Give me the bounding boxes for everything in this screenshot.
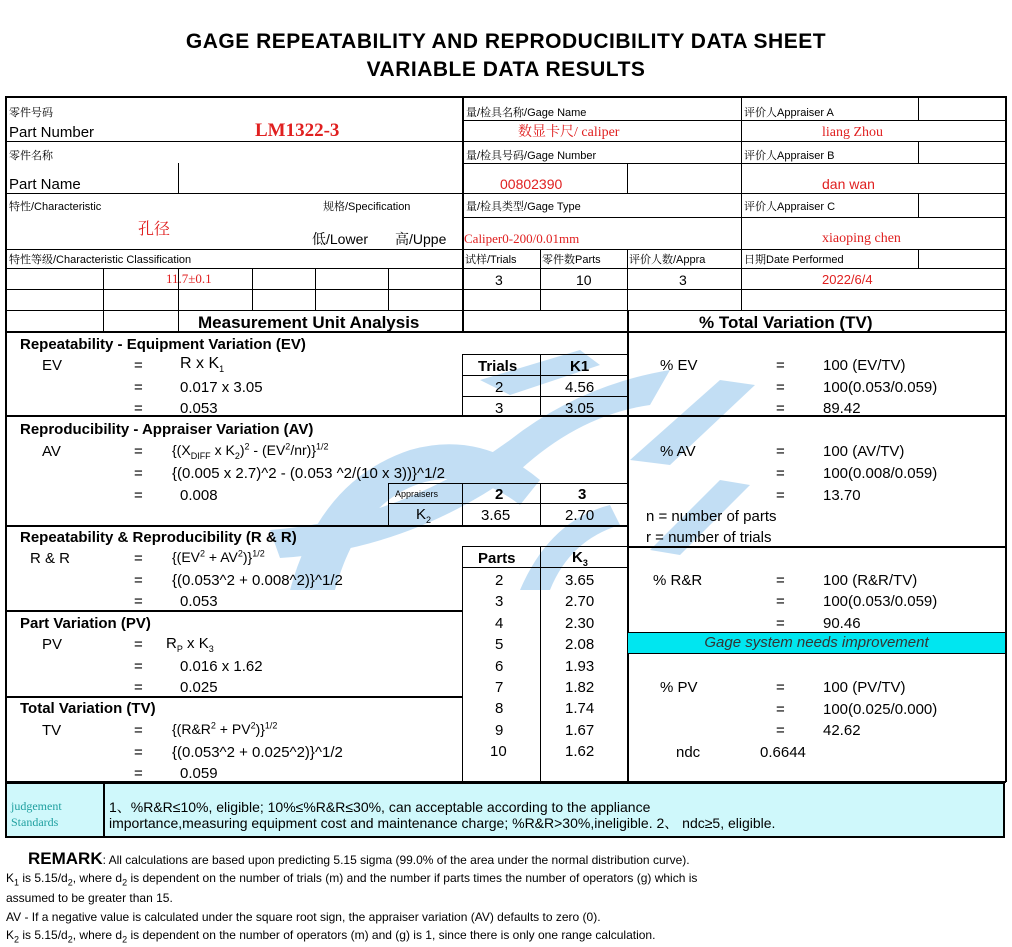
k3-row-k3: 1.74 [565,700,595,718]
gage-name-label: 量/检具名称/Gage Name [466,107,587,119]
r-note: r = number of trials [646,529,772,546]
ndc-value: 0.6644 [760,744,806,761]
k2-header-3: 3 [578,486,587,503]
pct-ev-eq-2: = [776,379,785,396]
k2-value-3: 2.70 [565,507,595,524]
pct-pv-formula: 100 (PV/TV) [823,679,906,696]
remark-heading: REMARK [28,849,103,868]
appraisers-count-value: 3 [679,272,687,288]
date-label: 日期Date Performed [744,254,844,266]
pct-av-eq-3: = [776,487,785,504]
remark-line5: $K_2$ is $5.15/d_2$, where $d_2$ is dependent on the number of operators (m) and (g) is 1, since there is only one range calculation. [6,928,656,945]
pv-label: PV [42,636,63,653]
ndc-label: ndc [676,744,701,761]
pct-pv-eq-1: = [776,679,785,696]
judgement-label-1: judgement [11,799,62,813]
k3-row-k3: 2.30 [565,614,595,632]
ev-eq-2: = [134,379,143,396]
lower-label: 低/Lower [312,231,369,247]
k1-row1-k: 4.56 [565,379,595,396]
k3-row-parts: 6 [495,657,504,675]
status-banner [628,632,1005,654]
k3-row-parts: 8 [495,700,504,718]
pct-rr-calc: 100(0.053/0.059) [823,593,938,610]
pct-rr-formula: 100 (R&R/TV) [823,572,918,589]
part-name-cn-label: 零件名称 [9,150,53,162]
av-label: AV [42,443,61,460]
pct-av-eq-1: = [776,443,785,460]
n-note: n = number of parts [646,508,777,525]
tv-eq-1: = [134,722,143,739]
k1-row2-k: 3.05 [565,400,595,417]
tv-calc: {(0.053^2 + 0.025^2)}^1/2 [172,744,343,761]
appraiser-b-label: 评价人Appraiser B [744,150,835,162]
pv-calc: 0.016 x 1.62 [180,658,263,675]
rr-result: 0.053 [180,593,218,610]
ev-label: EV [42,357,63,374]
pct-ev-label: % EV [660,357,698,374]
tv-formula: $\{(R\&R^2 + PV^2)\}^{1/2}$ [172,720,278,737]
date-value: 2022/6/4 [822,272,873,287]
pv-formula: $R_P$ x $K_3$ [166,635,214,654]
k2-label: $K_2$ [416,506,432,525]
rr-heading: Repeatability & Reproducibility (R & R) [20,529,297,546]
appraiser-a-value: liang Zhou [822,125,884,140]
gage-name-value: 数显卡尺/ caliper [518,125,620,140]
k3-row-parts: 4 [495,614,504,632]
k3-row-k3: 1.82 [565,679,595,696]
pv-heading: Part Variation (PV) [20,615,151,632]
appraisers-count-label: 评价人数/Appra [629,254,706,266]
appraiser-c-value: xiaoping chen [822,231,901,246]
pct-pv-calc: 100(0.025/0.000) [823,701,938,718]
pv-eq-2: = [134,658,143,675]
tv-eq-3: = [134,765,143,782]
pct-ev-calc: 100(0.053/0.059) [823,379,938,396]
pct-pv-label: % PV [660,679,698,696]
pct-rr-result: 90.46 [823,615,861,632]
k2-header-2: 2 [495,486,504,503]
k1-header-k1: K1 [570,358,590,375]
judgement-text-line1: 1、%R&R≤10%, eligible; 10%≤%R&R≤30%, can acceptable according to the appliance [109,799,651,815]
pv-eq-1: = [134,636,143,653]
characteristic-value: 孔径 [138,221,171,238]
pct-pv-result: 42.62 [823,722,861,739]
rr-calc: {(0.053^2 + 0.008^2)}^1/2 [172,572,343,589]
ev-calc: 0.017 x 3.05 [180,379,263,396]
trials-label: 试样/Trials [465,254,517,266]
pct-ev-result: 89.42 [823,400,861,417]
k3-row-parts: 9 [495,721,504,739]
measurement-unit-analysis-title: Measurement Unit Analysis [198,313,420,332]
part-number-cn-label: 零件号码 [9,107,53,119]
rr-eq-1: = [134,550,143,567]
k3-row-parts: 3 [495,593,504,611]
tv-result: 0.059 [180,765,218,782]
k3-row-k3: 2.70 [565,593,595,611]
ev-result: 0.053 [180,400,218,417]
total-variation-title: % Total Variation (TV) [699,313,873,332]
trials-value: 3 [495,272,503,288]
k1-row2-trials: 3 [495,400,504,417]
pct-rr-label: % R&R [653,572,703,589]
pct-ev-eq-3: = [776,400,785,417]
pct-rr-eq-1: = [776,572,785,589]
pct-av-calc: 100(0.008/0.059) [823,465,938,482]
part-name-label: Part Name [9,176,81,193]
rr-eq-3: = [134,593,143,610]
av-eq-3: = [134,487,143,504]
k3-row-parts: 2 [495,572,504,589]
av-heading: Reproducibility - Appraiser Variation (AV) [20,421,314,438]
pv-result: 0.025 [180,679,218,696]
k3-header-k3: $K_3$ [572,549,588,568]
tv-label: TV [42,722,62,739]
pct-ev-formula: 100 (EV/TV) [823,357,906,374]
av-eq-1: = [134,443,143,460]
av-formula: {($X_{DIFF}$ x $K_2)^2 - (EV^2/nr)\}^{1/2}$ [172,441,329,461]
k3-row-k3: 1.93 [565,657,595,675]
classification-value: 11.7±0.1 [166,271,212,286]
gage-type-label: 量/检具类型/Gage Type [466,201,581,213]
classification-label: 特性等级/Characteristic Classification [9,254,192,266]
av-eq-2: = [134,465,143,482]
ev-formula: R x $K_1$ [180,355,225,375]
k1-row1-trials: 2 [495,379,504,396]
pct-pv-eq-3: = [776,722,785,739]
upper-label: 高/Uppe [395,231,447,247]
k1-header-trials: Trials [478,358,518,375]
remark-line2: $K_1$ is $5.15/d_2$, where $d_2$ is dependent on the number of trials (m) and the number if parts times the number of operators (g) which is [6,871,698,888]
k3-row-parts: 5 [495,636,504,654]
status-banner-text: Gage system needs improvement [704,634,929,651]
tv-heading: Total Variation (TV) [20,700,156,717]
ev-eq-1: = [134,357,143,374]
pct-av-result: 13.70 [823,487,861,504]
judgement-box [5,782,1005,838]
k2-header-appraisers: Appraisers [395,489,439,499]
part-number-value: LM1322-3 [255,120,340,141]
k3-row-parts: 7 [495,679,504,696]
pct-pv-eq-2: = [776,701,785,718]
k3-header-parts: Parts [478,550,516,567]
appraiser-a-label: 评价人Appraiser A [744,107,834,119]
pct-rr-eq-3: = [776,615,785,632]
av-result: 0.008 [180,487,218,504]
rr-label: R & R [30,550,71,567]
gage-number-label: 量/检具号码/Gage Number [466,150,597,162]
pv-eq-3: = [134,679,143,696]
part-number-label: Part Number [9,124,95,141]
remark-line1: REMARK: All calculations are based upon predicting 5.15 sigma (99.0% of the area under the normal distribution curve). [28,849,690,868]
appraiser-c-label: 评价人Appraiser C [744,201,836,213]
gage-type-value: Caliper0-200/0.01mm [464,231,580,246]
pct-rr-eq-2: = [776,593,785,610]
parts-label: 零件数Parts [542,254,601,266]
rr-formula: $\{(EV^2 + AV^2)\}^{1/2}$ [172,548,265,565]
remark-line4: AV - If a negative value is calculated under the square root sign, the appraiser variation (AV) defaults to zero (0). [6,910,601,924]
specification-label: 规格/Specification [323,201,411,213]
k2-value-2: 3.65 [481,507,511,524]
k3-row-parts: 10 [490,743,507,761]
pct-ev-eq-1: = [776,357,785,374]
av-calc: {(0.005 x 2.7)^2 - (0.053 ^2/(10 x 3))}^1/2 [172,465,445,482]
remark-line3: assumed to be greater than 15. [6,891,173,905]
pct-av-formula: 100 (AV/TV) [823,443,905,460]
appraiser-b-value: dan wan [822,176,875,192]
sheet-title-line1: GAGE REPEATABILITY AND REPRODUCIBILITY DATA SHEET [185,30,827,53]
sheet-title-line2: VARIABLE DATA RESULTS [366,58,646,81]
rr-eq-2: = [134,572,143,589]
k3-row-k3: 2.08 [565,636,595,654]
k3-row-k3: 1.62 [565,743,595,761]
ev-heading: Repeatability - Equipment Variation (EV) [20,336,306,353]
k3-row-k3: 3.65 [565,572,595,589]
pct-av-eq-2: = [776,465,785,482]
k3-row-k3: 1.67 [565,721,595,739]
judgement-text-line2: importance,measuring equipment cost and maintenance charge; %R&R>30%,ineligible. 2、 ndc≥5, eligible. [109,815,776,831]
judgement-label-cell [7,784,105,836]
characteristic-label: 特性/Characteristic [9,201,102,213]
ev-eq-3: = [134,400,143,417]
judgement-label-2: Standards [11,815,59,829]
tv-eq-2: = [134,744,143,761]
gage-number-value: 00802390 [500,176,563,192]
pct-av-label: % AV [660,443,696,460]
parts-value: 10 [576,272,592,288]
